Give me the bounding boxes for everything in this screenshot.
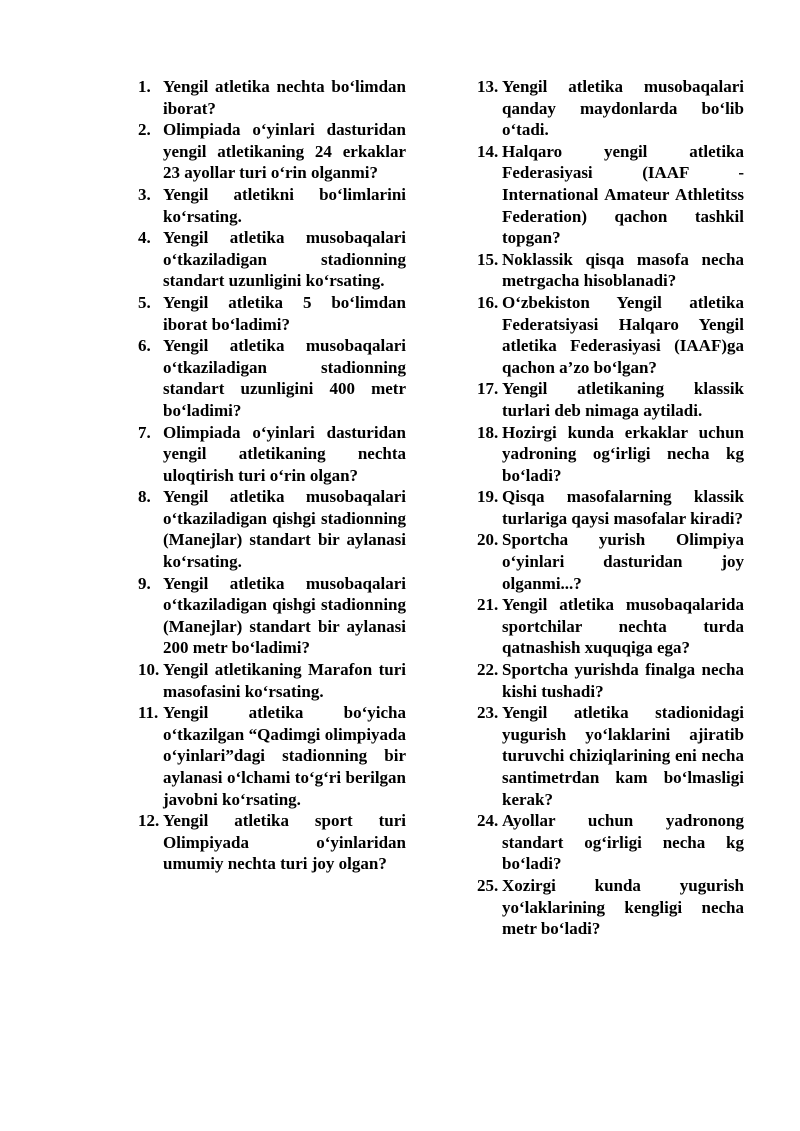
question-text: Yengil atletika 5 bo‘limdan iborat bo‘ladimi?: [163, 292, 406, 334]
question-text: Yengil atletika musobaqalari o‘tkaziladigan stadionning standart uzunligini 400 metr bo‘ladimi?: [163, 336, 406, 420]
question-number: 17.: [477, 379, 499, 399]
question-item: [477, 249, 744, 292]
question-item: [477, 529, 744, 594]
question-item: [138, 486, 406, 572]
question-number: 23.: [477, 703, 499, 723]
question-number: 9.: [138, 573, 151, 593]
question-number: 14.: [477, 141, 499, 161]
question-item: [477, 702, 744, 810]
question-text: Halqaro yengil atletika Federasiyasi (IAAF - International Amateur Athletitss Federation) qachon tashkil topgan?: [502, 141, 744, 248]
question-list-left: [138, 76, 406, 875]
question-text: Olimpiada o‘yinlari dasturidan yengil atletikaning 24 erkaklar 23 ayollar turi o‘rin olganmi?: [163, 120, 406, 183]
question-item: [477, 875, 744, 940]
question-item: [138, 810, 406, 875]
question-number: 7.: [138, 422, 151, 442]
question-item: [477, 141, 744, 249]
question-text: Yengil atletika bo‘yicha o‘tkazilgan “Qadimgi olimpiyada o‘yinlari”dagi stadionning bir aylanasi o‘lchami to‘g‘ri berilgan javobni ko‘rsating.: [163, 703, 406, 809]
question-number: 4.: [138, 228, 151, 248]
question-text: Yengil atletika musobaqalari qanday maydonlarda bo‘lib o‘tadi.: [502, 77, 744, 140]
question-item: [138, 422, 406, 487]
question-text: Sportcha yurishda finalga necha kishi tushadi?: [502, 660, 744, 701]
question-item: [138, 119, 406, 184]
question-number: 11.: [138, 703, 159, 723]
question-text: O‘zbekiston Yengil atletika Federatsiyasi Halqaro Yengil atletika Federasiyasi (IAAF)ga qachon a’zo bo‘lgan?: [502, 292, 744, 377]
question-number: 1.: [138, 77, 151, 96]
question-text: Hozirgi kunda erkaklar uchun yadroning og‘irligi necha kg bo‘ladi?: [502, 422, 744, 485]
question-text: Yengil atletika musobaqalarida sportchilar nechta turda qatnashish xuquqiga ega?: [502, 595, 744, 658]
question-number: 5.: [138, 292, 151, 312]
question-text: Xozirgi kunda yugurish yo‘laklarining kengligi necha metr bo‘ladi?: [502, 875, 744, 939]
question-number: 10.: [138, 660, 160, 680]
left-column: [138, 76, 406, 875]
question-text: Yengil atletikaning klassik turlari deb nimaga aytiladi.: [502, 379, 744, 420]
question-item: [477, 378, 744, 421]
question-item: [477, 422, 744, 487]
question-number: 12.: [138, 811, 160, 831]
question-number: 6.: [138, 336, 151, 356]
question-text: Yengil atletika stadionidagi yugurish yo‘laklarini ajiratib turuvchi chiziqlarining eni necha santimetrdan kam bo‘lmasligi kerak?: [502, 703, 744, 809]
question-item: [138, 184, 406, 227]
question-item: [477, 76, 744, 141]
question-number: 21.: [477, 595, 499, 615]
question-item: [138, 573, 406, 659]
question-text: Yengil atletika sport turi Olimpiyada o‘yinlaridan umumiy nechta turi joy olgan?: [163, 811, 406, 874]
question-text: Olimpiada o‘yinlari dasturidan yengil atletikaning nechta uloqtirish turi o‘rin olgan?: [163, 422, 406, 485]
question-text: Ayollar uchun yadronong standart og‘irligi necha kg bo‘ladi?: [502, 811, 744, 874]
question-number: 18.: [477, 422, 499, 442]
question-list-right: [477, 76, 744, 940]
question-item: [138, 292, 406, 335]
question-number: 24.: [477, 811, 499, 831]
question-text: Yengil atletika musobaqalari o‘tkaziladigan qishgi stadionning (Manejlar) standart bir aylanasi ko‘rsating.: [163, 487, 406, 572]
question-text: Yengil atletika nechta bo‘limdan iborat?: [163, 77, 406, 118]
question-item: [138, 227, 406, 292]
question-item: [477, 810, 744, 875]
question-number: 2.: [138, 120, 151, 140]
question-item: [138, 659, 406, 702]
question-number: 3.: [138, 184, 151, 204]
question-item: [477, 486, 744, 529]
question-text: Qisqa masofalarning klassik turlariga qaysi masofalar kiradi?: [502, 487, 744, 528]
question-text: Sportcha yurish Olimpiya o‘yinlari dasturidan joy olganmi...?: [502, 530, 744, 593]
question-text: Noklassik qisqa masofa necha metrgacha hisoblanadi?: [502, 249, 744, 291]
question-item: [477, 594, 744, 659]
question-number: 15.: [477, 249, 499, 269]
question-text: Yengil atletikaning Marafon turi masofasini ko‘rsating.: [163, 660, 406, 701]
question-item: [138, 335, 406, 421]
question-text: Yengil atletika musobaqalari o‘tkaziladigan stadionning standart uzunligini ko‘rsating.: [163, 228, 406, 291]
question-number: 13.: [477, 77, 499, 96]
question-number: 20.: [477, 530, 499, 550]
question-number: 22.: [477, 660, 499, 680]
question-item: [138, 702, 406, 810]
question-number: 8.: [138, 487, 151, 507]
question-number: 16.: [477, 292, 499, 312]
question-number: 25.: [477, 875, 499, 895]
question-text: Yengil atletika musobaqalari o‘tkaziladigan qishgi stadionning (Manejlar) standart bir aylanasi 200 metr bo‘ladimi?: [163, 573, 406, 658]
right-column: [477, 76, 744, 940]
question-number: 19.: [477, 487, 499, 507]
question-item: [477, 659, 744, 702]
question-text: Yengil atletikni bo‘limlarini ko‘rsating.: [163, 184, 406, 226]
question-item: [477, 292, 744, 378]
question-item: [138, 76, 406, 119]
